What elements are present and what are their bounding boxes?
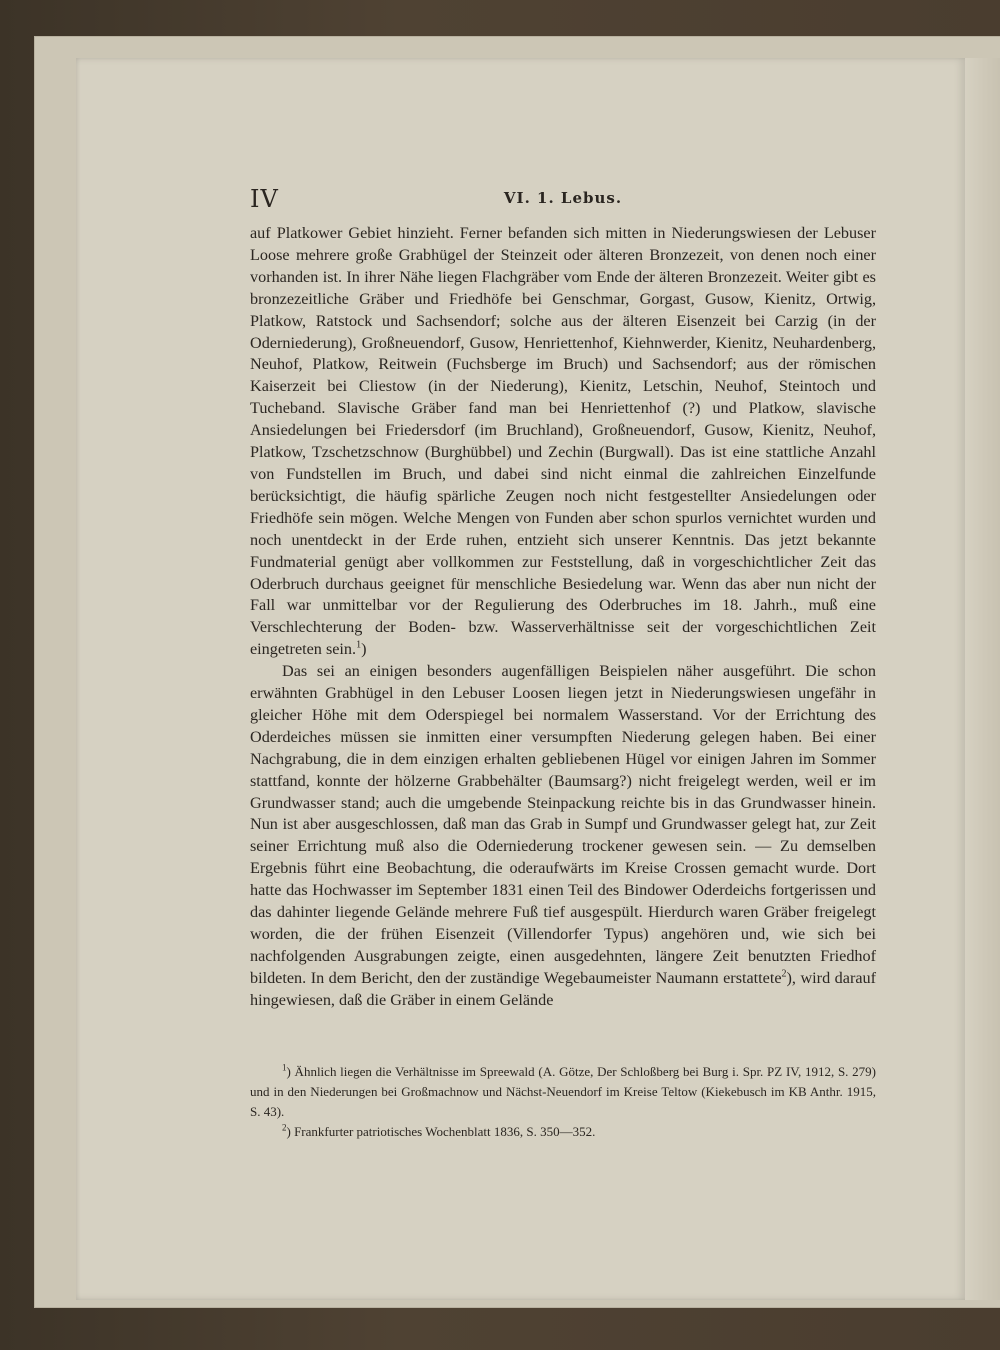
body-text: [250, 223, 876, 1012]
page-number: IV: [250, 185, 279, 213]
footnote-ref-1: 1: [356, 639, 362, 651]
paragraph-2-text: Das sei an einigen besonders augenfälligen Beispielen näher ausgeführt. Die schon erwähnten Grabhügel in den Lebuser Loosen liegen jetzt in Niederungswiesen ungefähr in gleicher Höhe mit dem Oderspiegel bei normalem Wasserstand. Vor der Errichtung des Oderdeiches müssen sie inmitten einer versumpften Niederung gelegen haben. Bei einer Nachgrabung, die in dem einzigen erhalten gebliebenen Hügel vor einigen Jahren im Sommer stattfand, konnte der hölzerne Grabbehälter (Baumsarg?) nicht freigelegt werden, weil er im Grundwasser stand; auch die umgebende Steinpackung reichte bis in das Grundwasser hinein. Nun ist aber ausgeschlossen, daß man das Grab in Sumpf und Grundwasser gelegt hat, zur Zeit seiner Errichtung muß also die Oderniederung trockener gewesen sein. — Zu demselben Ergebnis führt eine Beobachtung, die oderaufwärts im Kreise Crossen gemacht wurde. Dort hatte das Hochwasser im September 1831 einen Teil des Bindower Oderdeichs fortgerissen und das dahinter liegende Gelände mehrere Fuß tief ausgespült. Hierdurch waren Gräber freigelegt worden, die der frühen Eisenzeit (Villendorfer Typus) angehören und, wie sich bei nachfolgenden Ausgrabungen zeigte, einen ausgedehnten, längere Zeit benutzten Friedhof bildeten. In dem Bericht, den der zuständige Wegebaumeister Naumann erstattete: [250, 662, 876, 987]
footnote-1-text: ) Ähnlich liegen die Verhältnisse im Spreewald (A. Götze, Der Schloßberg bei Burg i. Spr. PZ IV, 1912, S. 279) und in den Niederungen bei Großmachnow und Nächst-Neuendorf im Kreise Teltow (Kiekebusch im KB Anthr. 1915, S. 43).: [250, 1064, 876, 1119]
paragraph-2: [250, 661, 876, 1012]
footnote-1: [250, 1062, 876, 1122]
page-gutter: [965, 58, 1000, 1300]
footnote-2-text: ) Frankfurter patriotisches Wochenblatt 1836, S. 350—352.: [286, 1124, 596, 1139]
paragraph-1: auf Platkower Gebiet hinzieht. Ferner befanden sich mitten in Niederungswiesen der Lebuser Loose mehrere große Grabhügel der Steinzeit oder älteren Bronzezeit, von denen noch einer vorhanden ist. In ihrer Nähe liegen Flachgräber vom Ende der älteren Bronzezeit. Weiter gibt es bronzezeitliche Gräber und Friedhöfe bei Genschmar, Gorgast, Gusow, Kienitz, Ortwig, Platkow, Ratstock und Sachsendorf; solche aus der älteren Eisenzeit bei Carzig (in der Oderniederung), Großneuendorf, Gusow, Henriettenhof, Kiehnwerder, Kienitz, Neuhardenberg, Neuhof, Platkow, Reitwein (Fuchsberge im Bruch) und Sachsendorf; aus der römischen Kaiserzeit bei Cliestow (in der Niederung), Kienitz, Letschin, Neuhof, Steintoch und Tucheband. Slavische Gräber fand man bei Henriettenhof (?) und Platkow, slavische Ansiedelungen bei Friedersdorf (im Bruchland), Großneuendorf, Gusow, Kienitz, Neuhof, Platkow, Tzschetzschnow (Burghübbel) und Zechin (Burgwall). Das ist eine stattliche Anzahl von Fundstellen im Bruch, und dabei sind nicht einmal die zahlreichen Einzelfunde berücksichtigt, die häufig spärliche Zeugen noch nicht festgestellter Ansiedelungen oder Friedhöfe sein mögen. Welche Mengen von Funden aber schon spurlos vernichtet wurden und noch unentdeckt in der Erde ruhen, entzieht sich unserer Kenntnis. Das jetzt bekannte Fundmaterial genügt aber vollkommen zur Feststellung, daß in vorgeschichtlicher Zeit das Oderbruch durchaus geeignet für menschliche Besiedelung war. Wenn das aber nun nicht der Fall war unmittelbar vor der Regulierung des Oderbruches im 18. Jahrh., muß eine Verschlechterung der Boden- bzw. Wasserverhältnisse seit der vorgeschichtlichen Zeit eingetreten sein.$^1$): [250, 224, 876, 659]
paragraph-1-text: auf Platkower Gebiet hinzieht. Ferner befanden sich mitten in Niederungswiesen der Lebuser Loose mehrere große Grabhügel der Steinzeit oder älteren Bronzezeit, von denen noch einer vorhanden ist. In ihrer Nähe liegen Flachgräber vom Ende der älteren Bronzezeit. Weiter gibt es bronzezeitliche Gräber und Friedhöfe bei Genschmar, Gorgast, Gusow, Kienitz, Ortwig, Platkow, Ratstock und Sachsendorf; solche aus der älteren Eisenzeit bei Carzig (in der Oderniederung), Großneuendorf, Gusow, Henriettenhof, Kiehnwerder, Kienitz, Neuhardenberg, Neuhof, Platkow, Reitwein (Fuchsberge im Bruch) und Sachsendorf; aus der römischen Kaiserzeit bei Cliestow (in der Niederung), Kienitz, Letschin, Neuhof, Steintoch und Tucheband. Slavische Gräber fand man bei Henriettenhof (?) und Platkow, slavische Ansiedelungen bei Friedersdorf (im Bruchland), Großneuendorf, Gusow, Kienitz, Neuhof, Platkow, Tzschetzschnow (Burghübbel) und Zechin (Burgwall). Das ist eine stattliche Anzahl von Fundstellen im Bruch, und dabei sind nicht einmal die zahlreichen Einzelfunde berücksichtigt, die häufig spärliche Zeugen noch nicht festgestellter Ansiedelungen oder Friedhöfe sein mögen. Welche Mengen von Funden aber schon spurlos vernichtet wurden und noch unentdeckt in der Erde ruhen, entzieht sich unserer Kenntnis. Das jetzt bekannte Fundmaterial genügt aber vollkommen zur Feststellung, daß in vorgeschichtlicher Zeit das Oderbruch durchaus geeignet für menschliche Besiedelung war. Wenn das aber nun nicht der Fall war unmittelbar vor der Regulierung des Oderbruches im 18. Jahrh., muß eine Verschlechterung der Boden- bzw. Wasserverhältnisse seit der vorgeschichtlichen Zeit eingetreten sein.: [250, 224, 876, 659]
paragraph-2-tail: ), wird darauf hingewiesen, daß die Gräber in einem Gelände: [250, 968, 876, 1009]
footnote-2: [250, 1122, 876, 1142]
page-header: [250, 185, 876, 215]
footnote-mark-1: 1: [282, 1062, 287, 1073]
running-head: VI. 1. Lebus.: [503, 189, 623, 207]
footnotes: [250, 1062, 876, 1142]
footnote-mark-2: 2: [282, 1122, 287, 1133]
footnote-ref-2: 2: [781, 968, 787, 980]
